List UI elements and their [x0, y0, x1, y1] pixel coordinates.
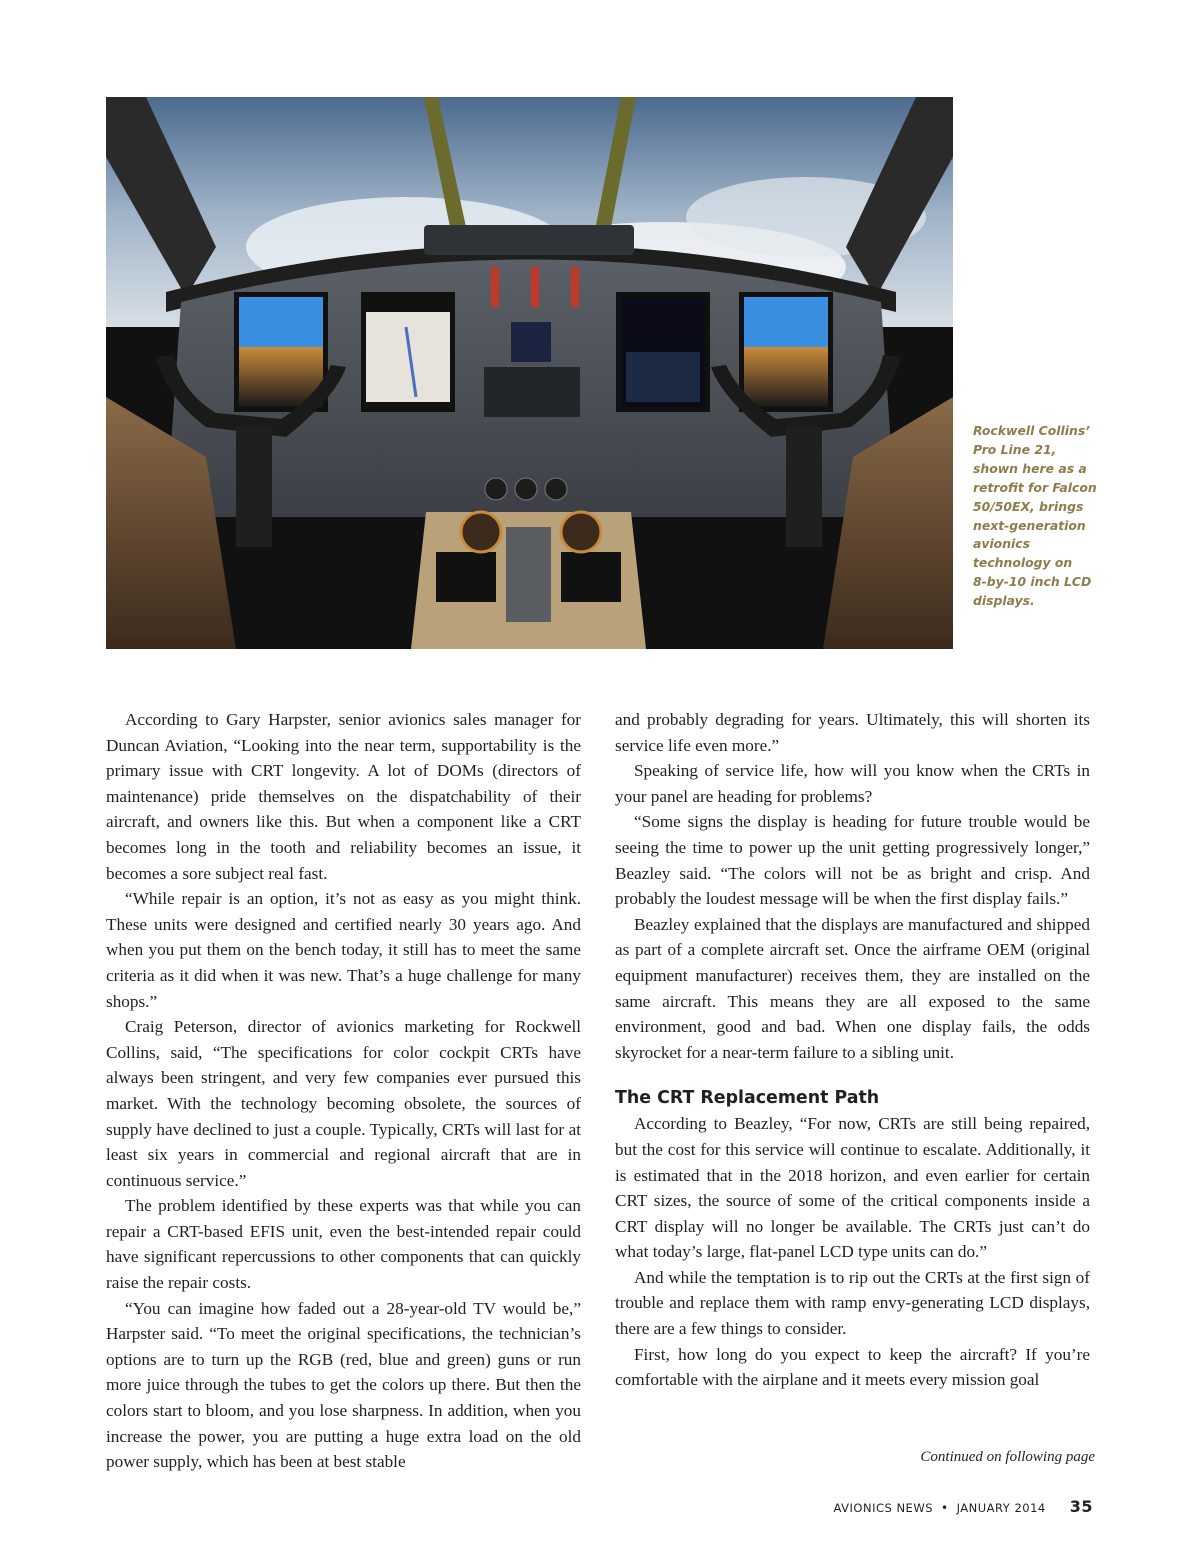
- paragraph: According to Gary Harpster, senior avionics sales manager for Duncan Aviation, “Looking into the near term, supportability is the primary issue with CRT longevity. A lot of DOMs (directors of maintenance) pride themselves on the dispatchability of their aircraft, and owners like this. But when a component like a CRT becomes long in the tooth and reliability becomes an issue, it becomes a sore subject real fast.: [106, 710, 581, 883]
- publication-name: AVIONICS NEWS: [833, 1501, 933, 1515]
- paragraph: Craig Peterson, director of avionics marketing for Rockwell Collins, said, “The specifications for color cockpit CRTs have always been stringent, and very few companies ever pursued this market. With the technology becoming obsolete, the sources of supply have declined to just a couple. Typically, CRTs will last for at least six years in commercial and regional aircraft that are in continuous service.”: [106, 1017, 581, 1190]
- paragraph: And while the temptation is to rip out the CRTs at the first sign of trouble and replace them with ramp envy-generating LCD displays, there are a few things to consider.: [615, 1267, 1090, 1339]
- paragraph: “While repair is an option, it’s not as easy as you might think. These units were designed and certified nearly 30 years ago. And when you put them on the bench today, it still has to meet the same criteria as it did when it was new. That’s a huge challenge for many shops.”: [106, 889, 581, 1011]
- continued-note: Continued on following page: [920, 1449, 1095, 1465]
- paragraph: The problem identified by these experts was that while you can repair a CRT-based EFIS unit, even the best-intended repair could have significant repercussions to other components that can quickly raise the repair costs.: [106, 1196, 581, 1293]
- paragraph: Speaking of service life, how will you know when the CRTs in your panel are heading for problems?: [615, 761, 1090, 806]
- photo-caption: Rockwell Collins’ Pro Line 21, shown here as a retrofit for Falcon 50/50EX, brings next-generation avionics technology on 8-by-10 inch LCD displays.: [973, 423, 1097, 609]
- right-column: [615, 707, 1090, 1393]
- left-column: [106, 707, 581, 1475]
- issue-date: JANUARY 2014: [956, 1501, 1046, 1515]
- paragraph: and probably degrading for years. Ultimately, this will shorten its service life even more.”: [615, 710, 1090, 755]
- paragraph: “You can imagine how faded out a 28-year-old TV would be,” Harpster said. “To meet the original specifications, the technician’s options are to turn up the RGB (red, blue and green) guns or run more juice through the tubes to get the colors up there. But then the colors start to bloom, and you lose sharpness. In addition, when you increase the power, you are putting a huge extra load on the old power supply, which has been at best stable: [106, 1298, 581, 1472]
- footer-bullet: •: [941, 1501, 949, 1515]
- cockpit-photo: [106, 97, 953, 649]
- page-footer: [834, 1497, 1093, 1516]
- section-heading: The CRT Replacement Path: [615, 1088, 880, 1109]
- paragraph: First, how long do you expect to keep the aircraft? If you’re comfortable with the airplane and it meets every mission goal: [615, 1344, 1090, 1390]
- paragraph: Beazley explained that the displays are manufactured and shipped as part of a complete aircraft set. Once the airframe OEM (original equipment manufacturer) receives them, they are installed on the same aircraft. This means they are all exposed to the same environment, good and bad. When one display fails, the odds skyrocket for a near-term failure to a sibling unit.: [615, 914, 1090, 1062]
- paragraph: According to Beazley, “For now, CRTs are still being repaired, but the cost for this service will continue to escalate. Additionally, it is estimated that in the 2018 horizon, and even earlier for certain CRT sizes, the source of some of the critical components inside a CRT display will no longer be available. The CRTs just can’t do what today’s large, flat-panel LCD type units can do.”: [615, 1114, 1090, 1262]
- page-number: 35: [1069, 1497, 1093, 1516]
- paragraph: “Some signs the display is heading for future trouble would be seeing the time to power up the unit getting progressively longer,” Beazley said. “The colors will not be as bright and crisp. And probably the loudest message will be when the first display fails.”: [615, 812, 1090, 909]
